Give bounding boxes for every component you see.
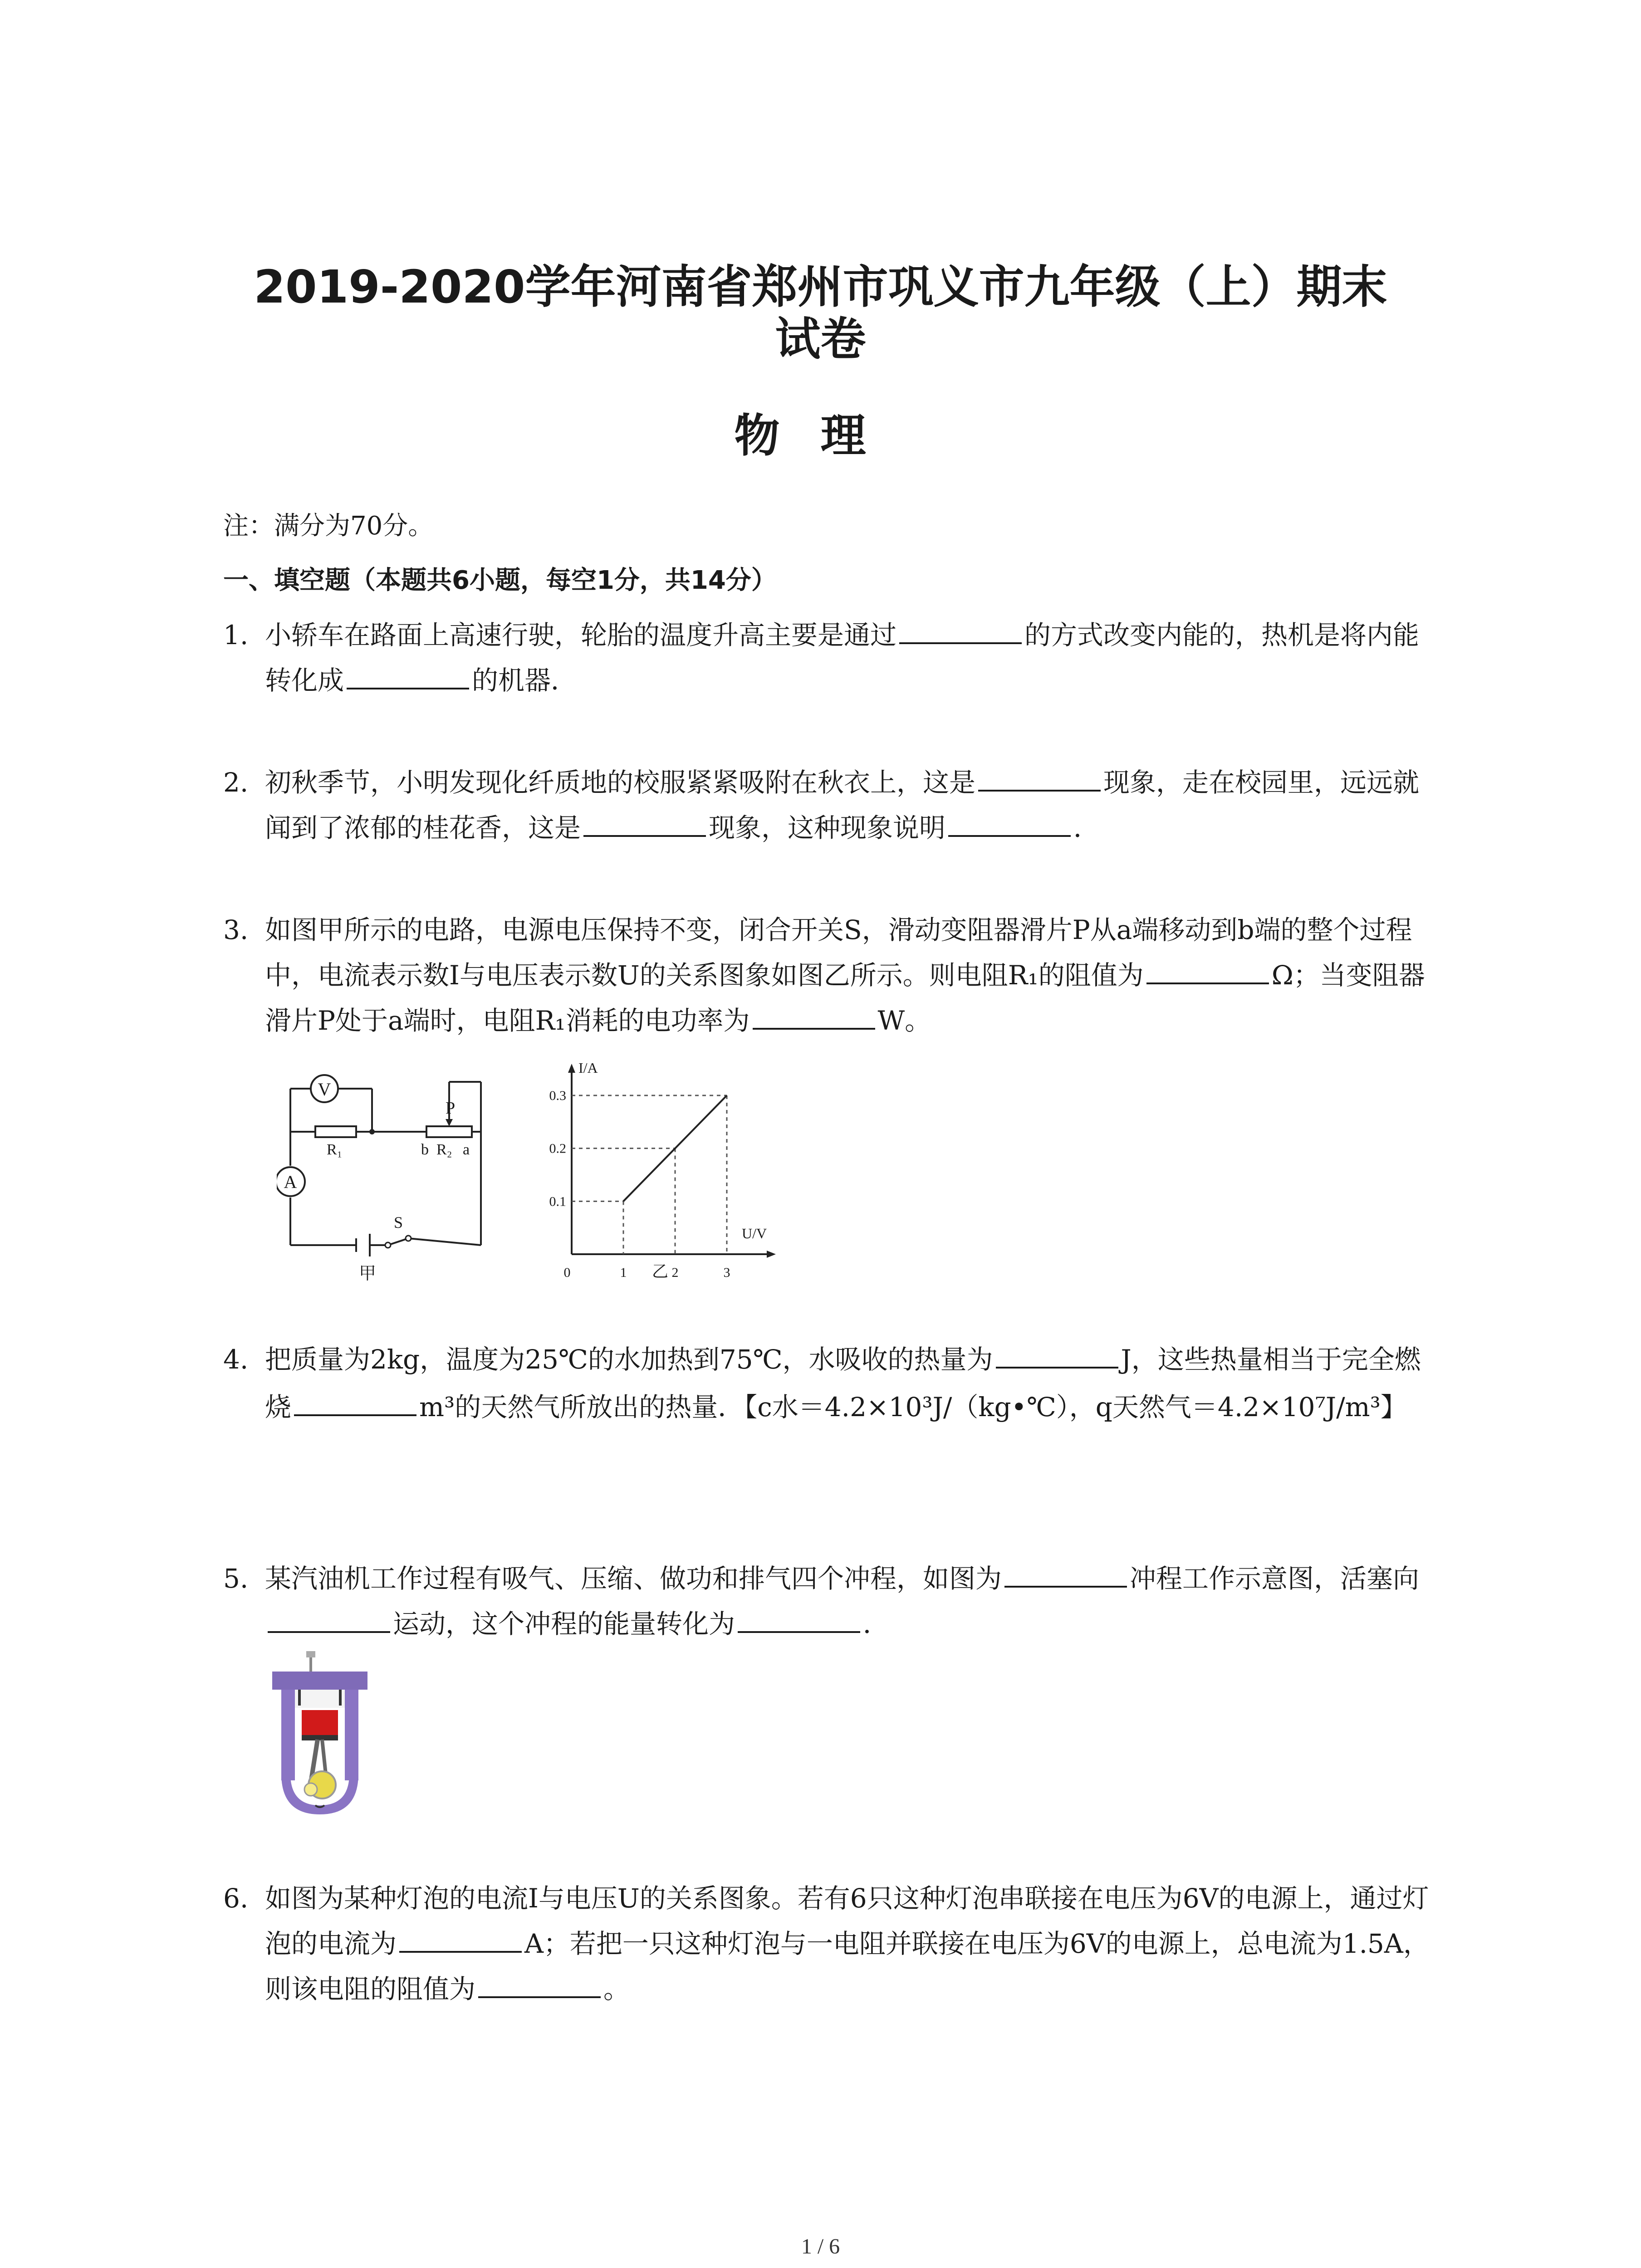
question-number: 3. [223, 914, 249, 945]
voltmeter-label: V [318, 1079, 331, 1100]
document-title-line2: 试卷 [775, 313, 866, 366]
question-2 [223, 760, 1439, 850]
question-text: 某汽油机工作过程有吸气、压缩、做功和排气四个冲程，如图为 [265, 1563, 1002, 1594]
page-number: 1 / 6 [801, 2234, 840, 2258]
answer-blank[interactable] [899, 616, 1022, 644]
x-tick-label: 0 [563, 1265, 571, 1280]
answer-blank[interactable] [347, 661, 469, 689]
y-tick-label: 0.3 [549, 1088, 566, 1103]
terminal-b-label: b [421, 1141, 429, 1158]
answer-blank[interactable] [1004, 1559, 1127, 1588]
y-tick-label: 0.1 [549, 1194, 566, 1209]
ammeter-label: A [284, 1172, 297, 1192]
x-tick-label: 1 [620, 1265, 627, 1280]
x-axis-arrow [767, 1251, 776, 1258]
document-title-line1: 2019-2020学年河南省郑州市巩义市九年级（上）期末 [254, 260, 1387, 313]
question-number: 4. [223, 1344, 249, 1375]
question-text: 初秋季节，小明发现化纤质地的校服紧紧吸附在秋衣上，这是 [265, 767, 976, 798]
y-tick-label: 0.2 [549, 1141, 566, 1156]
question-text: Ω；当变阻器滑片P处于a端时，电阻R₁消耗的电功率为 [265, 960, 1425, 1036]
question-text: ． [1073, 812, 1100, 843]
question-text: J，这些热量相当于完全燃烧 [265, 1344, 1421, 1422]
x-tick-label: 2 [671, 1265, 679, 1280]
question-text: 的机器． [472, 665, 578, 696]
x-tick-label: 3 [723, 1265, 730, 1280]
engine-diagram-icon [268, 1651, 372, 1819]
answer-blank[interactable] [583, 809, 706, 837]
answer-blank[interactable] [268, 1605, 390, 1633]
answer-blank[interactable] [478, 1970, 601, 1998]
question-text: A；若把一只这种灯泡与一电阻并联接在电压为6V的电源上，总电流为1.5A，则该电阻的阻值为 [265, 1928, 1430, 2004]
question-text: m³的天然气所放出的热量．【c水＝4.2×10³J/（kg•℃），q天然气＝4.2×10⁷J/m³】 [419, 1392, 1407, 1422]
answer-blank[interactable] [1146, 956, 1269, 984]
figure-caption-yi: 乙 [652, 1262, 669, 1281]
question-text: W。 [877, 1005, 931, 1036]
answer-blank[interactable] [978, 763, 1101, 792]
question-text: 小轿车在路面上高速行驶，轮胎的温度升高主要是通过 [265, 620, 897, 650]
figure-caption-jia: 甲 [358, 1264, 377, 1283]
terminal-a-label: a [463, 1141, 470, 1158]
y-axis-label: I/A [578, 1060, 598, 1076]
y-axis-arrow [568, 1064, 575, 1073]
switch-label: S [394, 1213, 403, 1232]
question-6 [223, 1876, 1439, 2012]
question-text: ． [863, 1608, 890, 1639]
r1-label: R₁ [327, 1141, 343, 1158]
r2-label: R₂ [436, 1141, 452, 1158]
question-number: 6. [223, 1883, 249, 1914]
question-1 [223, 612, 1439, 703]
answer-blank[interactable] [294, 1388, 416, 1416]
answer-blank[interactable] [948, 809, 1071, 837]
subject-title: 物理 [734, 409, 907, 462]
question-text: 冲程工作示意图，活塞向 [1130, 1563, 1420, 1594]
question-text: 运动，这个冲程的能量转化为 [393, 1608, 735, 1639]
score-note: 注：满分为70分。 [223, 511, 434, 541]
section-heading: 一、填空题（本题共6小题，每空1分，共14分） [223, 566, 777, 595]
answer-blank[interactable] [996, 1340, 1118, 1369]
question-text: 如图甲所示的电路，电源电压保持不变，闭合开关S，滑动变阻器滑片P从a端移动到b端的整个过程中，电流表示数I与电压表示数U的关系图象如图乙所示。则电阻R₁的阻值为 [265, 914, 1412, 991]
question-number: 1. [223, 620, 249, 650]
question-number: 2. [223, 767, 249, 798]
answer-blank[interactable] [753, 1002, 875, 1030]
answer-blank[interactable] [399, 1925, 522, 1953]
x-axis-label: U/V [742, 1225, 767, 1242]
question-3 [223, 907, 1439, 1043]
question-text: 的方式改变内能的，热机是将内能转化成 [265, 620, 1420, 696]
question-text: 把质量为2kg，温度为25℃的水加热到75℃，水吸收的热量为 [265, 1344, 993, 1375]
slider-p-label: P [446, 1099, 456, 1118]
iu-chart [535, 1059, 789, 1286]
answer-blank[interactable] [738, 1605, 860, 1633]
question-text: 。 [603, 1974, 630, 2004]
question-text: 现象，走在校园里，远远就闻到了浓郁的桂花香，这是 [265, 767, 1420, 843]
question-number: 5. [223, 1563, 249, 1594]
question-text: 如图为某种灯泡的电流I与电压U的关系图象。若有6只这种灯泡串联接在电压为6V的电源上，通过灯泡的电流为 [265, 1883, 1429, 1959]
question-4 [223, 1336, 1439, 1431]
question-text: 现象，这种现象说明 [709, 812, 946, 843]
circuit-diagram [277, 1064, 495, 1290]
question-5 [223, 1556, 1439, 1647]
